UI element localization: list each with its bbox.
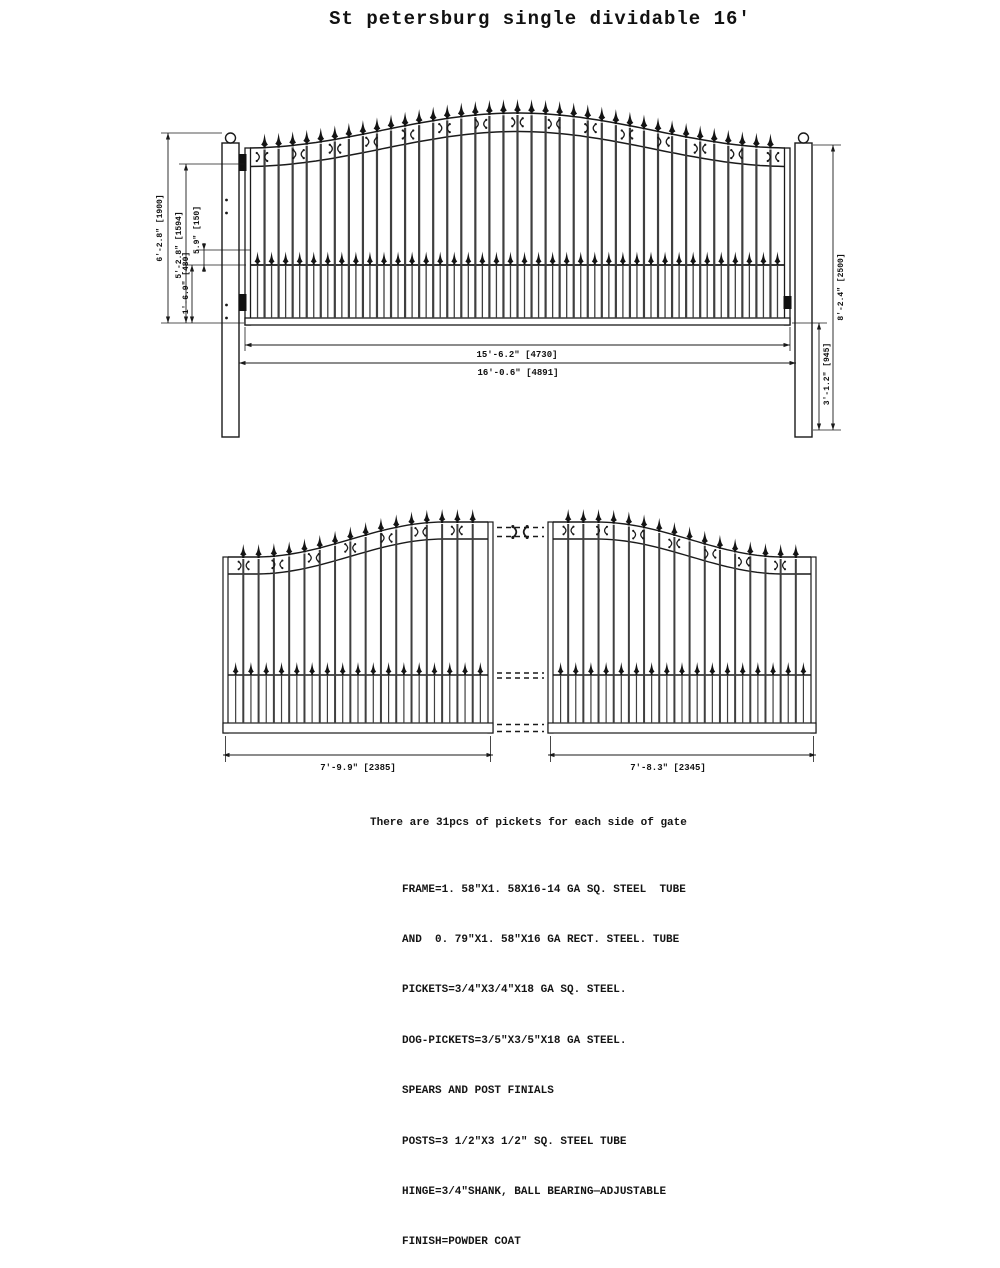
- picket-count-note: There are 31pcs of pickets for each side of gate: [370, 817, 687, 829]
- dim-label-overall-height: 6'-2.8" [1900]: [156, 194, 165, 262]
- spec-line: FRAME=1. 58"X1. 58X16-14 GA SQ. STEEL TUBE: [402, 883, 686, 896]
- dim-label-overall-width: 16'-0.6" [4891]: [477, 368, 559, 378]
- spec-line: POSTS=3 1/2"X3 1/2" SQ. STEEL TUBE: [402, 1135, 627, 1148]
- dim-label-gate-leaf-height: 5'-2.8" [1594]: [175, 211, 184, 279]
- spec-line: AND 0. 79"X1. 58"X16 GA RECT. STEEL. TUBE: [402, 933, 680, 946]
- spec-line: FINISH=POWDER COAT: [402, 1236, 521, 1249]
- dim-label-left-leaf-width: 7'-9.9" [2385]: [320, 763, 396, 773]
- leaf-dimension-lines: [223, 736, 816, 762]
- drawing-title: St petersburg single dividable 16': [329, 8, 751, 30]
- dim-label-dog-picket-spear: 5.9" [150]: [193, 205, 202, 255]
- spec-line: SPEARS AND POST FINIALS: [402, 1085, 554, 1098]
- dim-label-gate-width: 15'-6.2" [4730]: [476, 350, 558, 360]
- dim-label-bottom-section: 1'-6.9" [480]: [182, 251, 191, 315]
- spec-line: PICKETS=3/4"X3/4"X18 GA SQ. STEEL.: [402, 984, 627, 997]
- leaf-pickets: [233, 509, 807, 723]
- dim-label-post-total-height: 8'-2.4" [2500]: [837, 253, 846, 321]
- spec-line: DOG-PICKETS=3/5"X3/5"X18 GA STEEL.: [402, 1034, 627, 1047]
- center-junction-marks: [497, 525, 544, 732]
- dim-label-post-below-gate: 3'-1.2" [945]: [823, 342, 832, 406]
- spec-block: [402, 848, 686, 1268]
- dim-label-right-leaf-width: 7'-8.3" [2345]: [630, 763, 706, 773]
- spec-line: HINGE=3/4"SHANK, BALL BEARING—ADJUSTABLE: [402, 1185, 667, 1198]
- dimension-lines: [161, 133, 841, 430]
- gate-pickets: [255, 99, 781, 318]
- divided-gate-drawing: [0, 460, 1000, 790]
- assembled-gate-drawing: [0, 50, 1000, 450]
